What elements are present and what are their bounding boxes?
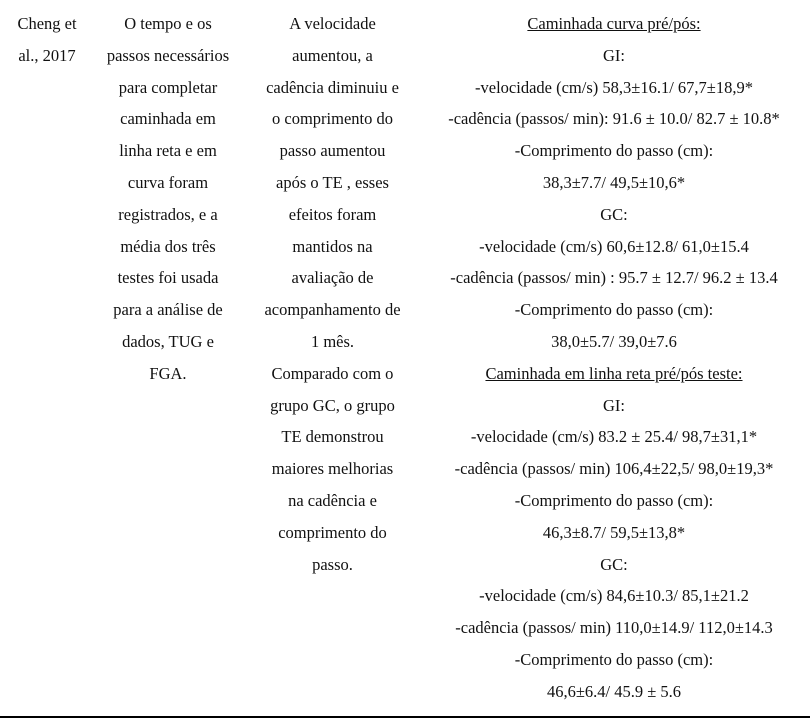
method-line: FGA. xyxy=(149,363,187,383)
data-line xyxy=(420,390,808,422)
data-section-heading xyxy=(420,358,808,390)
method-line: para completar xyxy=(118,77,218,97)
method-line: passos necessários xyxy=(106,45,230,65)
data-line xyxy=(420,421,808,453)
data-line xyxy=(420,167,808,199)
method-line: caminhada em xyxy=(120,109,216,129)
data-line-text: -Comprimento do passo (cm): xyxy=(514,141,714,161)
data-line xyxy=(420,135,808,167)
data-line-text: -cadência (passos/ min) : 95.7 ± 12.7/ 96.2 ± 13.4 xyxy=(450,268,778,288)
data-line-text: GC: xyxy=(600,554,628,574)
results-line: cadência diminuiu e xyxy=(266,77,399,97)
data-line-text: 46,3±8.7/ 59,5±13,8* xyxy=(542,522,686,542)
data-line-text: -Comprimento do passo (cm): xyxy=(514,490,714,510)
data-line-text: 38,0±5.7/ 39,0±7.6 xyxy=(551,331,677,351)
method-line: registrados, e a xyxy=(118,204,218,224)
data-line xyxy=(420,326,808,358)
data-line xyxy=(420,262,808,294)
data-line-text: -Comprimento do passo (cm): xyxy=(514,649,714,669)
data-line xyxy=(420,72,808,104)
method-line: testes foi usada xyxy=(117,268,219,288)
data-line-text: GI: xyxy=(603,395,625,415)
results-line: comprimento do xyxy=(278,522,387,542)
results-line: efeitos foram xyxy=(288,204,377,224)
results-line: 1 mês. xyxy=(310,331,355,351)
results-line: maiores melhorias xyxy=(271,459,394,479)
data-line xyxy=(420,453,808,485)
data-line-text: -cadência (passos/ min) 110,0±14.9/ 112,0±14.3 xyxy=(455,618,773,638)
method-line: dados, TUG e xyxy=(122,331,214,351)
data-line-text: GI: xyxy=(603,45,625,65)
data-line-text: -cadência (passos/ min) 106,4±22,5/ 98,0±19,3* xyxy=(454,459,774,479)
data-line-text: -Comprimento do passo (cm): xyxy=(514,300,714,320)
results-line: passo. xyxy=(312,554,353,574)
results-line: grupo GC, o grupo xyxy=(270,395,395,415)
method-line: curva foram xyxy=(127,172,209,192)
results-line: aumentou, a xyxy=(292,45,373,65)
data-line xyxy=(420,676,808,708)
method-line: O tempo e os xyxy=(124,14,212,33)
data-section-heading-text: Caminhada em linha reta pré/pós teste: xyxy=(485,363,743,383)
author-cell xyxy=(8,8,86,72)
results-line: o comprimento do xyxy=(272,109,393,129)
data-line-text: -velocidade (cm/s) 60,6±12.8/ 61,0±15.4 xyxy=(479,236,749,256)
data-line xyxy=(420,40,808,72)
method-line: média dos três xyxy=(120,236,216,256)
results-line: mantidos na xyxy=(292,236,373,256)
data-line-text: -cadência (passos/ min): 91.6 ± 10.0/ 82.7 ± 10.8* xyxy=(448,109,780,129)
data-cell xyxy=(420,8,808,708)
results-line: TE demonstrou xyxy=(281,427,384,447)
method-line: para a análise de xyxy=(113,300,223,320)
data-line-text: 38,3±7.7/ 49,5±10,6* xyxy=(542,172,686,192)
data-line xyxy=(420,612,808,644)
data-line xyxy=(420,231,808,263)
data-line xyxy=(420,549,808,581)
results-line: após o TE , esses xyxy=(276,172,389,192)
data-line-text: 46,6±6.4/ 45.9 ± 5.6 xyxy=(546,681,682,701)
data-line-text: -velocidade (cm/s) 58,3±16.1/ 67,7±18,9* xyxy=(475,77,753,97)
data-section-heading-text: Caminhada curva pré/pós: xyxy=(527,14,701,33)
method-cell xyxy=(93,8,243,390)
data-line xyxy=(420,103,808,135)
results-line: acompanhamento de xyxy=(264,300,401,320)
results-cell xyxy=(250,8,415,580)
results-line: Comparado com o xyxy=(271,363,394,383)
data-line-text: GC: xyxy=(600,204,628,224)
author-line: al., 2017 xyxy=(18,45,76,65)
data-line xyxy=(420,294,808,326)
results-line: A velocidade xyxy=(289,14,376,33)
results-line: passo aumentou xyxy=(279,141,386,161)
table-bottom-rule xyxy=(0,716,810,718)
data-section-heading xyxy=(420,8,808,40)
results-line: avaliação de xyxy=(291,268,374,288)
data-line-text: -velocidade (cm/s) 84,6±10.3/ 85,1±21.2 xyxy=(479,586,749,606)
data-line xyxy=(420,485,808,517)
data-line xyxy=(420,580,808,612)
data-line-text: -velocidade (cm/s) 83.2 ± 25.4/ 98,7±31,1* xyxy=(470,427,758,447)
method-line: linha reta e em xyxy=(119,141,217,161)
data-line xyxy=(420,644,808,676)
data-line xyxy=(420,199,808,231)
results-line: na cadência e xyxy=(288,490,377,510)
data-line xyxy=(420,517,808,549)
author-line: Cheng et xyxy=(17,14,77,33)
